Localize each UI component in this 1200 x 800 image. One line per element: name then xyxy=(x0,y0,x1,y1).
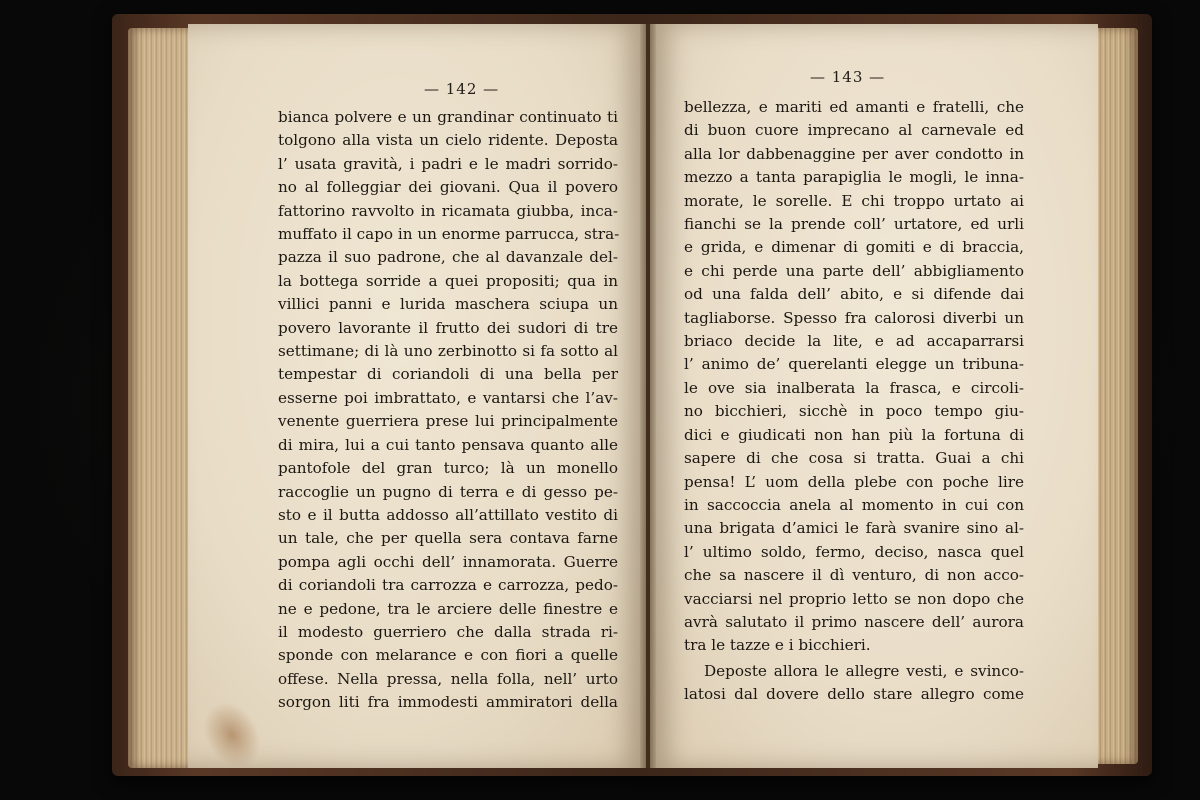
page-number-right: — 143 — xyxy=(810,68,886,86)
left-page xyxy=(188,24,646,768)
text-line: le ove sia inalberata la frasca, e circoli- xyxy=(684,378,1024,397)
text-line: di mira, lui a cui tanto pensava quanto alle xyxy=(278,435,618,454)
text-line: dici e giudicati non han più la fortuna di xyxy=(684,425,1024,444)
text-line: muffato il capo in un enorme parrucca, stra- xyxy=(278,225,620,244)
text-line: morate, le sorelle. E chi troppo urtato ai xyxy=(684,191,1024,210)
text-line: di coriandoli tra carrozza e carrozza, pedo- xyxy=(278,576,618,595)
text-line: il modesto guerriero che dalla strada ri- xyxy=(278,622,618,641)
text-line: esserne poi imbrattato, e vantarsi che l’av- xyxy=(278,388,618,407)
text-line: tempestar di coriandoli di una bella per xyxy=(278,365,618,384)
right-page-edges xyxy=(1092,28,1138,764)
text-line: avrà salutato il primo nascere dell’ aurora xyxy=(684,612,1024,631)
text-line: l’ usata gravità, i padri e le madri sorrido- xyxy=(278,154,618,173)
text-line: pantofole del gran turco; là un monello xyxy=(278,459,618,478)
right-page-text xyxy=(684,96,1024,707)
text-line: no bicchieri, sicchè in poco tempo giu- xyxy=(684,402,1024,421)
page-number-left: — 142 — xyxy=(424,80,500,98)
text-line: raccoglie un pugno di terra e di gesso pe- xyxy=(278,482,618,501)
text-line: ne e pedone, tra le arciere delle finestre e xyxy=(278,599,618,618)
text-line: pazza il suo padrone, che al davanzale del- xyxy=(278,248,618,267)
text-line: un tale, che per quella sera contava farne xyxy=(278,529,618,548)
right-page xyxy=(650,24,1098,768)
text-line: la bottega sorride a quei propositi; qua in xyxy=(278,271,618,290)
book-gutter xyxy=(640,24,656,768)
text-line: e chi perde una parte dell’ abbigliamento xyxy=(684,261,1024,280)
text-line: in saccoccia anela al momento in cui con xyxy=(684,495,1024,514)
text-line: od una falda dell’ abito, e si difende dai xyxy=(684,285,1024,304)
text-line: offese. Nella pressa, nella folla, nell’ urto xyxy=(278,669,618,688)
text-line: l’ animo de’ querelanti elegge un tribuna- xyxy=(684,355,1024,374)
text-line: tra le tazze e i bicchieri. xyxy=(684,636,871,655)
text-line: villici panni e lurida maschera sciupa un xyxy=(278,295,618,314)
text-line: sto e il butta addosso all’attillato vestito di xyxy=(278,505,618,524)
text-line: una brigata d’amici le farà svanire sino al- xyxy=(684,519,1024,538)
text-line: bellezza, e mariti ed amanti e fratelli, che xyxy=(684,98,1024,116)
text-line: settimane; di là uno zerbinotto si fa sotto al xyxy=(278,342,618,361)
text-line: fianchi se la prende coll’ urtatore, ed urli xyxy=(684,215,1024,234)
text-line: latosi dal dovere dello stare allegro come xyxy=(684,685,1024,704)
text-line: venente guerriera prese lui principalmente xyxy=(278,412,618,431)
text-line: mezzo a tanta parapiglia le mogli, le inna- xyxy=(684,168,1024,187)
text-line: Deposte allora le allegre vesti, e svinco- xyxy=(704,661,1024,680)
text-line: pensa! L’ uom della plebe con poche lire xyxy=(684,472,1024,491)
text-line: briaco decide la lite, e ad accaparrarsi xyxy=(684,332,1024,351)
text-line: sapere di che cosa si tratta. Guai a chi xyxy=(684,449,1024,468)
text-line: e grida, e dimenar di gomiti e di braccia, xyxy=(684,238,1024,257)
text-line: l’ ultimo soldo, fermo, deciso, nasca quel xyxy=(684,542,1024,561)
text-line: tolgono alla vista un cielo ridente. Deposta xyxy=(278,131,618,150)
text-line: di buon cuore imprecano al carnevale ed xyxy=(684,121,1024,140)
text-line: bianca polvere e un grandinar continuato ti xyxy=(278,108,618,126)
text-line: sorgon liti fra immodesti ammiratori della xyxy=(278,693,618,712)
text-line: vacciarsi nel proprio letto se non dopo che xyxy=(684,589,1024,608)
text-line: no al folleggiar dei giovani. Qua il povero xyxy=(278,178,618,197)
text-line: che sa nascere il dì venturo, di non acco- xyxy=(684,566,1024,585)
text-line: fattorino ravvolto in ricamata giubba, inca- xyxy=(278,201,618,220)
text-line: povero lavorante il frutto dei sudori di tre xyxy=(278,318,618,337)
text-line: alla lor dabbenaggine per aver condotto in xyxy=(684,144,1024,163)
text-line: pompa agli occhi dell’ innamorata. Guerre xyxy=(278,552,618,571)
left-page-text xyxy=(278,106,618,715)
text-line: sponde con melarance e con fiori a quelle xyxy=(278,646,618,665)
text-line: tagliaborse. Spesso fra calorosi diverbi un xyxy=(684,308,1024,327)
